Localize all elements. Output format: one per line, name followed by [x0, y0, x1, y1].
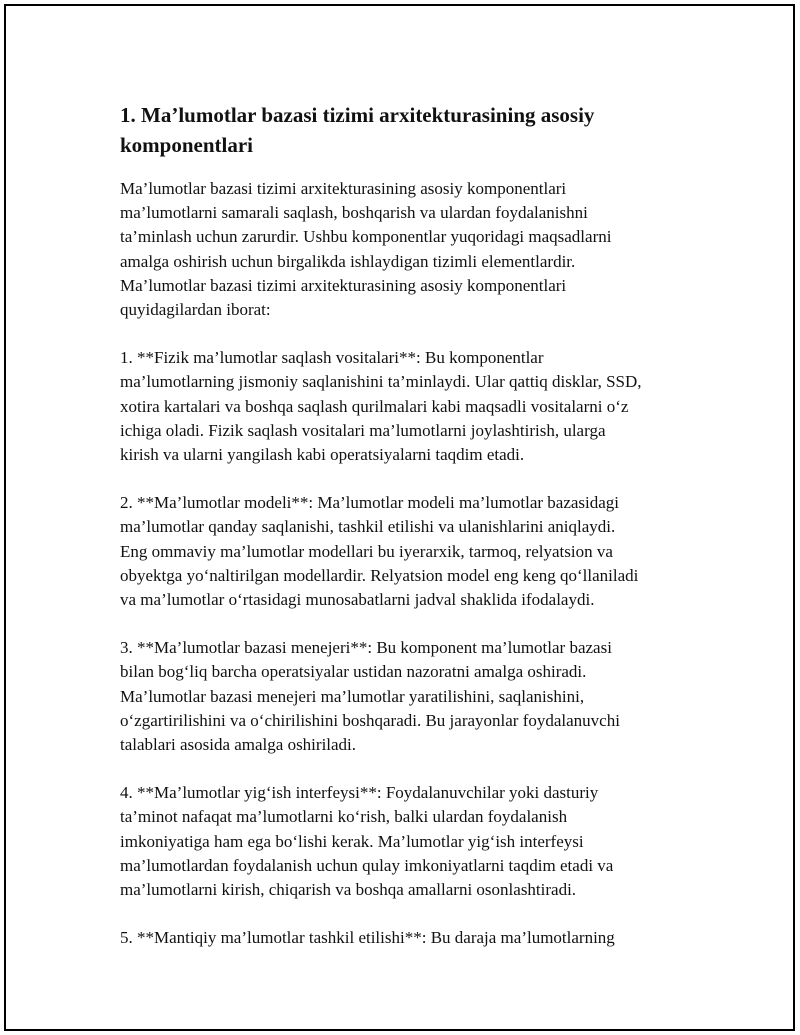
- list-item-database-manager: 3. **Ma’lumotlar bazasi menejeri**: Bu komponent ma’lumotlar bazasi bilan bog‘liq barcha operatsiyalar ustidan nazoratni amalga oshiradi. Ma’lumotlar bazasi menejeri ma’lumotlar yaratilishini, saqlanishini, o‘zgartirilishini va o‘chirilishini boshqaradi. Bu jarayonlar foydalanuvchi talablari asosida amalga oshiriladi.: [120, 638, 620, 755]
- section-heading: 1. Ma’lumotlar bazasi tizimi arxitekturasining asosiy komponentlari: [120, 103, 595, 157]
- page-frame: [4, 4, 795, 1031]
- list-item-logical-organization: 5. **Mantiqiy ma’lumotlar tashkil etilishi**: Bu daraja ma’lumotlarning: [120, 928, 615, 948]
- list-item-physical-storage: 1. **Fizik ma’lumotlar saqlash vositalari**: Bu komponentlar ma’lumotlarning jismoniy saqlanishini ta’minlaydi. Ular qattiq disklar, SSD, xotira kartalari va boshqa saqlash qurilmalari kabi maqsadli vositalarni o‘z ichiga oladi. Fizik saqlash vositalari ma’lumotlarni joylashtirish, ularga kirish va ularni yangilash kabi operatsiyalarni taqdim etadi.: [120, 348, 642, 465]
- intro-paragraph: Ma’lumotlar bazasi tizimi arxitekturasining asosiy komponentlari ma’lumotlarni samarali saqlash, boshqarish va ulardan foydalanishni ta’minlash uchun zarurdir. Ushbu komponentlar yuqoridagi maqsadlarni amalga oshirish uchun birgalikda ishlaydigan tizimli elementlardir. Ma’lumotlar bazasi tizimi arxitekturasining asosiy komponentlari quyidagilardan iborat:: [120, 179, 612, 320]
- list-item-data-model: 2. **Ma’lumotlar modeli**: Ma’lumotlar modeli ma’lumotlar bazasidagi ma’lumotlar qanday saqlanishi, tashkil etilishi va ulanishlarini aniqlaydi. Eng ommaviy ma’lumotlar modellari bu iyerarxik, tarmoq, relyatsion va obyektga yo‘naltirilgan modellardir. Relyatsion model eng keng qo‘llaniladi va ma’lumotlar o‘rtasidagi munosabatlarni jadval shaklida ifodalaydi.: [120, 493, 639, 610]
- document-body: [120, 100, 720, 950]
- list-item-data-interface: 4. **Ma’lumotlar yig‘ish interfeysi**: Foydalanuvchilar yoki dasturiy ta’minot nafaqat ma’lumotlarni ko‘rish, balki ulardan foydalanish imkoniyatiga ham ega bo‘lishi kerak. Ma’lumotlar yig‘ish interfeysi ma’lumotlardan foydalanish uchun qulay imkoniyatlarni taqdim etadi va ma’lumotlarni kirish, chiqarish va boshqa amallarni osonlashtiradi.: [120, 783, 614, 900]
